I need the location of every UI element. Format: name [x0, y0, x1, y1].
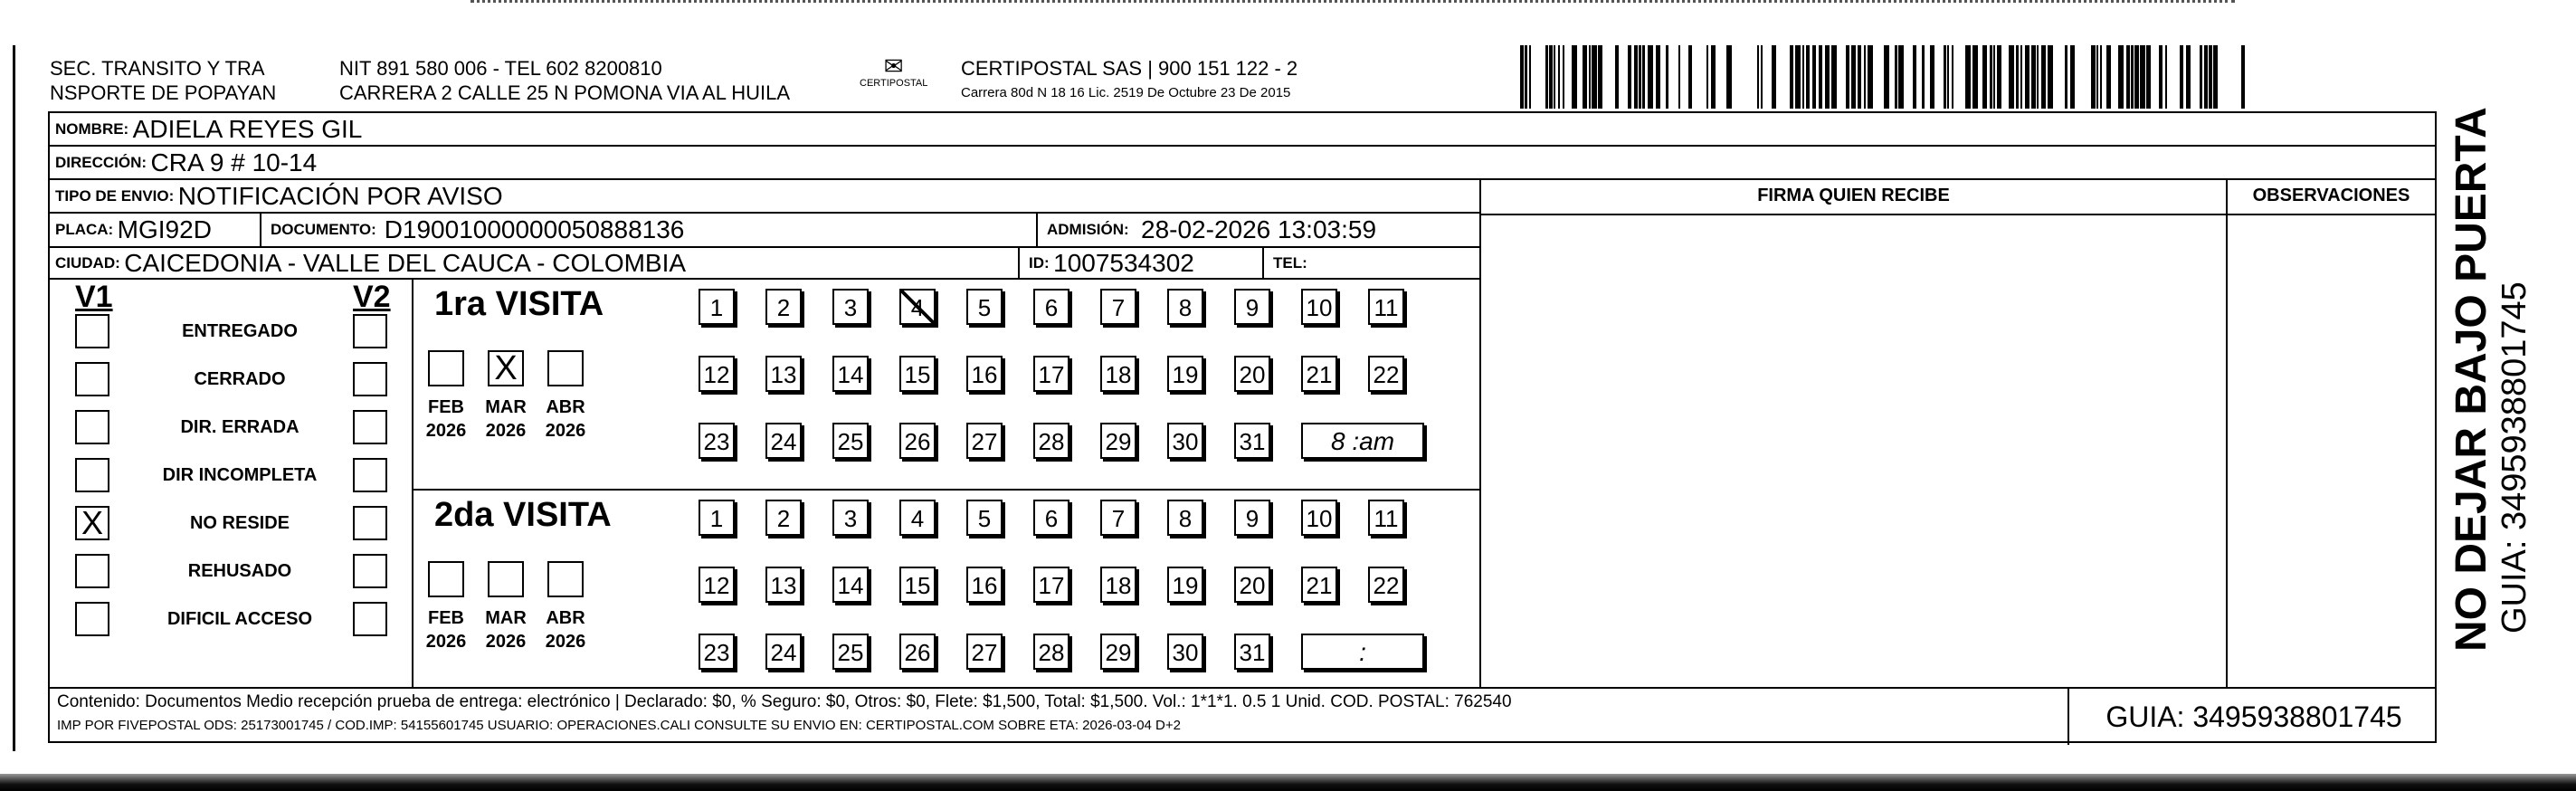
v1-checkbox[interactable]: X [75, 506, 109, 540]
calendar-day[interactable]: 1 [699, 500, 735, 536]
left-border [0, 45, 15, 751]
calendar-day[interactable]: 27 [966, 634, 1003, 670]
calendar-day[interactable]: 26 [899, 634, 936, 670]
barcode-bar [1868, 45, 1873, 109]
calendar-day[interactable]: 24 [765, 423, 802, 459]
month-checkbox-feb[interactable] [428, 350, 464, 386]
barcode-bar [2180, 45, 2183, 109]
barcode-bar [1525, 45, 1527, 109]
firma-header: FIRMA QUIEN RECIBE [1757, 186, 1950, 205]
calendar-day[interactable]: 13 [765, 356, 802, 392]
footer-guia: GUIA: 3495938801745 [2067, 689, 2438, 745]
status-reason-label: DIR. ERRADA [180, 417, 299, 437]
barcode-bar [1930, 45, 1934, 109]
barcode-bar [2204, 45, 2208, 109]
barcode-bar [1790, 45, 1793, 109]
barcode-bar [1884, 45, 1889, 109]
barcode-bar [2131, 45, 2134, 109]
calendar-day[interactable]: 10 [1301, 289, 1337, 325]
calendar-day[interactable]: 22 [1368, 356, 1404, 392]
footer-content-line: Contenido: Documentos Medio recepción prueba de entrega: electrónico | Declarado: $0, % Seguro: $0, Otros: $0, Flete: $1,500, Total: $1,500. Vol.: 1*1*1. 0.5 1 Unid. COD. POSTAL: 762540 [57, 692, 1512, 711]
v1-checkbox[interactable] [75, 554, 109, 588]
barcode-bar [1819, 45, 1822, 109]
barcode-bar [1922, 45, 1925, 109]
placa-value: MGI92D [117, 215, 212, 243]
barcode-bar [1554, 45, 1555, 109]
barcode-bar [1706, 45, 1708, 109]
barcode-bar [1572, 45, 1577, 109]
nit-line: NIT 891 580 006 - TEL 602 8200810 [339, 57, 662, 80]
ciudad-label: CIUDAD: [55, 253, 120, 272]
status-reason-label: NO RESIDE [189, 513, 290, 533]
calendar-day[interactable]: 27 [966, 423, 1003, 459]
row-tipo [50, 180, 1479, 214]
calendar-day[interactable]: 3 [832, 289, 869, 325]
calendar-day[interactable]: 16 [966, 567, 1003, 603]
id-label: ID: [1029, 253, 1050, 272]
calendar-day[interactable]: 13 [765, 567, 802, 603]
calendar-day[interactable]: 7 [1100, 289, 1136, 325]
calendar-day[interactable]: 26 [899, 423, 936, 459]
admision-value: 28-02-2026 13:03:59 [1141, 215, 1377, 243]
v1-checkbox[interactable] [75, 410, 109, 444]
direccion-label: DIRECCIÓN: [55, 153, 147, 171]
barcode-bar [1678, 45, 1680, 109]
calendar-day[interactable]: 29 [1100, 423, 1136, 459]
calendar-day[interactable]: 14 [832, 567, 869, 603]
sender-address-block [339, 56, 790, 105]
nombre-value: ADIELA REYES GIL [132, 114, 363, 143]
barcode-bar [2031, 45, 2036, 109]
barcode-bar [1825, 45, 1830, 109]
calendar-day[interactable]: 20 [1234, 356, 1270, 392]
barcode-bar [1726, 45, 1732, 109]
signature-area[interactable] [1481, 215, 2226, 687]
sender-line2: NSPORTE DE POPAYAN [50, 81, 277, 104]
barcode-bar [2106, 45, 2111, 109]
v2-checkbox[interactable] [353, 362, 387, 396]
barcode-bar [1757, 45, 1759, 109]
sender-line1: SEC. TRANSITO Y TRA [50, 57, 265, 80]
barcode-bar [1997, 45, 2001, 109]
address-line: CARRERA 2 CALLE 25 N POMONA VIA AL HUILA [339, 81, 791, 104]
month-name: FEB [428, 397, 464, 417]
barcode-bar [2070, 45, 2075, 109]
status-reason-label: CERRADO [194, 369, 286, 389]
logo-text: CERTIPOSTAL [860, 78, 928, 89]
calendar-day[interactable]: 29 [1100, 634, 1136, 670]
barcode-bar [1913, 45, 1916, 109]
barcode-bar [1795, 45, 1801, 109]
calendar-day[interactable]: 18 [1100, 356, 1136, 392]
barcode-bar [1589, 45, 1591, 109]
calendar-day[interactable]: 21 [1301, 567, 1337, 603]
courier-block [961, 56, 1298, 105]
barcode-bar [1972, 45, 1978, 109]
v1-checkbox[interactable] [75, 314, 109, 348]
barcode-bar [2048, 45, 2053, 109]
v2-checkbox[interactable] [353, 458, 387, 492]
calendar-day[interactable]: 5 [966, 289, 1003, 325]
month-label [419, 396, 473, 443]
barcode-bar [2037, 45, 2039, 109]
calendar-day[interactable]: 11 [1368, 500, 1404, 536]
id-value: 1007534302 [1053, 248, 1194, 277]
barcode-bar [1583, 45, 1587, 109]
barcode-bar [1628, 45, 1631, 109]
row-placa [50, 214, 1479, 248]
barcode-bar [2126, 45, 2130, 109]
barcode-bar [1761, 45, 1763, 109]
courier-line2: Carrera 80d N 18 16 Lic. 2519 De Octubre 23 De 2015 [961, 85, 1291, 100]
month-name: MAR [485, 608, 527, 628]
side-notice [2448, 107, 2533, 652]
calendar-day[interactable]: 28 [1033, 423, 1069, 459]
visit-second-title: 2da VISITA [434, 496, 612, 534]
barcode-bar [2020, 45, 2022, 109]
month-year: 2026 [485, 632, 527, 652]
barcode-bar [1982, 45, 1987, 109]
calendar-day[interactable]: 5 [966, 500, 1003, 536]
calendar-day[interactable]: 20 [1234, 567, 1270, 603]
row-nombre [50, 113, 2435, 147]
footer-print-line: IMP POR FIVEPOSTAL ODS: 25173001745 / COD.IMP: 54155601745 USUARIO: OPERACIONES.CALI CONSULTE SU ENVIO EN: CERTIPOSTAL.COM SOBRE ETA: 2026-03-04 D+2 [57, 718, 1181, 733]
bottom-edge [0, 774, 2576, 791]
calendar-day[interactable]: 12 [699, 356, 735, 392]
month-checkbox-abr[interactable] [547, 350, 584, 386]
month-year: 2026 [545, 421, 586, 441]
calendar-day[interactable]: 11 [1368, 289, 1404, 325]
v1-checkbox[interactable] [75, 602, 109, 636]
calendar-day[interactable]: 9 [1234, 500, 1270, 536]
delivery-form [48, 111, 2437, 743]
barcode-bar [1558, 45, 1560, 109]
marked-day-number: 4 [910, 294, 925, 321]
barcode-bar [1895, 45, 1897, 109]
calendar-day[interactable]: 2 [765, 289, 802, 325]
ciudad-value: CAICEDONIA - VALLE DEL CAUCA - COLOMBIA [124, 248, 687, 277]
barcode-bar [1846, 45, 1849, 109]
calendar-day[interactable]: 7 [1100, 500, 1136, 536]
month-label [479, 396, 533, 443]
documento-label: DOCUMENTO: [271, 221, 376, 238]
barcode-bar [2159, 45, 2163, 109]
v2-checkbox[interactable] [353, 506, 387, 540]
calendar-day[interactable]: 6 [1033, 500, 1069, 536]
month-label [538, 606, 593, 653]
calendar-day[interactable]: 16 [966, 356, 1003, 392]
barcode-bar [1806, 45, 1810, 109]
calendar-day[interactable]: 14 [832, 356, 869, 392]
barcode-bar [1831, 45, 1837, 109]
documento-value: D19001000000050888136 [384, 215, 685, 243]
calendar-day[interactable]: 19 [1167, 356, 1203, 392]
calendar-day[interactable] [899, 289, 936, 325]
barcode-bar [1851, 45, 1856, 109]
calendar-day[interactable]: 23 [699, 634, 735, 670]
barcode-bar [1858, 45, 1861, 109]
calendar-day[interactable]: 4 [899, 500, 936, 536]
barcode-bar [1615, 45, 1619, 109]
barcode-bar [2100, 45, 2102, 109]
month-year: 2026 [425, 421, 467, 441]
barcode-bar [1864, 45, 1866, 109]
barcode-bar [1634, 45, 1638, 109]
barcode-bar [1688, 45, 1692, 109]
month-year: 2026 [485, 421, 527, 441]
calendar-day[interactable]: 25 [832, 423, 869, 459]
barcode-bar [2241, 45, 2245, 109]
v2-header: V2 [353, 280, 391, 314]
side-warning: NO DEJAR BAJO PUERTA [2448, 107, 2495, 652]
barcode-bar [1639, 45, 1641, 109]
month-label [419, 606, 473, 653]
barcode-bar [1563, 45, 1564, 109]
barcode-bar [2041, 45, 2046, 109]
barcode-bar [1666, 45, 1668, 109]
month-year: 2026 [545, 632, 586, 652]
visit-time-field[interactable]: 8 :am [1301, 423, 1424, 459]
courier-line1: CERTIPOSTAL SAS | 900 151 122 - 2 [961, 57, 1298, 80]
v2-checkbox[interactable] [353, 410, 387, 444]
barcode-bar [1965, 45, 1971, 109]
barcode-bar [2118, 45, 2124, 109]
courier-logo [860, 54, 927, 89]
barcode-bar [1529, 45, 1531, 109]
v2-checkbox[interactable] [353, 554, 387, 588]
calendar-day[interactable]: 24 [765, 634, 802, 670]
month-checkbox-mar[interactable] [488, 561, 524, 597]
calendar-day[interactable]: 15 [899, 356, 936, 392]
barcode-bar [1947, 45, 1949, 109]
barcode-bar [2091, 45, 2096, 109]
barcode-bar [1549, 45, 1553, 109]
admision-label: ADMISIÓN: [1047, 221, 1129, 238]
calendar-day[interactable]: 18 [1100, 567, 1136, 603]
calendar-day[interactable]: 19 [1167, 567, 1203, 603]
v2-checkbox[interactable] [353, 602, 387, 636]
calendar-day[interactable]: 15 [899, 567, 936, 603]
calendar-day[interactable]: 6 [1033, 289, 1069, 325]
barcode [1520, 45, 2253, 109]
calendar-day[interactable]: 31 [1234, 423, 1270, 459]
month-name: MAR [485, 397, 527, 417]
direccion-value: CRA 9 # 10-14 [150, 148, 318, 176]
barcode-bar [1990, 45, 1992, 109]
barcode-bar [1952, 45, 1953, 109]
barcode-bar [2200, 45, 2202, 109]
barcode-bar [1802, 45, 1804, 109]
barcode-bar [1648, 45, 1653, 109]
month-label [538, 396, 593, 443]
barcode-bar [2009, 45, 2014, 109]
tipo-value: NOTIFICACIÓN POR AVISO [177, 181, 503, 210]
barcode-bar [2016, 45, 2019, 109]
calendar-day[interactable]: 21 [1301, 356, 1337, 392]
tel-label: TEL: [1273, 253, 1307, 272]
calendar-day[interactable]: 1 [699, 289, 735, 325]
v1-header: V1 [75, 280, 113, 314]
side-guia: GUIA: 3495938801745 [2495, 281, 2533, 634]
visit-first-title: 1ra VISITA [434, 285, 604, 323]
top-dotted-line [471, 0, 2235, 8]
status-reason-label: DIR INCOMPLETA [162, 465, 318, 485]
barcode-bar [1711, 45, 1716, 109]
calendar-day[interactable]: 17 [1033, 356, 1069, 392]
barcode-bar [1944, 45, 1946, 109]
month-label [479, 606, 533, 653]
observaciones-header: OBSERVACIONES [2252, 186, 2410, 205]
barcode-bar [1592, 45, 1597, 109]
barcode-bar [1812, 45, 1816, 109]
barcode-bar [1520, 45, 1524, 109]
barcode-bar [2065, 45, 2067, 109]
calendar-day[interactable]: 8 [1167, 289, 1203, 325]
barcode-bar [2213, 45, 2218, 109]
calendar-day[interactable]: 9 [1234, 289, 1270, 325]
status-reason-label: DIFICIL ACCESO [166, 609, 312, 629]
barcode-bar [1545, 45, 1548, 109]
month-year: 2026 [425, 632, 467, 652]
barcode-bar [1598, 45, 1602, 109]
barcode-bar [2025, 45, 2029, 109]
month-checkbox-feb[interactable] [428, 561, 464, 597]
barcode-bar [1656, 45, 1660, 109]
calendar-day[interactable]: 23 [699, 423, 735, 459]
visit-time-field[interactable]: : [1301, 634, 1424, 670]
calendar-day[interactable]: 8 [1167, 500, 1203, 536]
v2-checkbox[interactable] [353, 314, 387, 348]
month-name: FEB [428, 608, 464, 628]
month-name: ABR [546, 397, 585, 417]
barcode-bar [2209, 45, 2212, 109]
barcode-bar [2096, 45, 2098, 109]
barcode-bar [1642, 45, 1645, 109]
calendar-day[interactable]: 17 [1033, 567, 1069, 603]
barcode-bar [1898, 45, 1904, 109]
calendar-day[interactable]: 28 [1033, 634, 1069, 670]
row-ciudad [50, 248, 1479, 280]
barcode-bar [2146, 45, 2151, 109]
status-reason-label: ENTREGADO [182, 321, 298, 341]
barcode-bar [2140, 45, 2145, 109]
row-direccion [50, 147, 2435, 180]
tipo-label: TIPO DE ENVIO: [55, 186, 175, 205]
calendar-day[interactable]: 30 [1167, 634, 1203, 670]
month-checkbox-abr[interactable] [547, 561, 584, 597]
v1-checkbox[interactable] [75, 362, 109, 396]
calendar-day[interactable]: 30 [1167, 423, 1203, 459]
calendar-day[interactable]: 3 [832, 500, 869, 536]
barcode-bar [1993, 45, 1995, 109]
calendar-day[interactable]: 2 [765, 500, 802, 536]
envelope-icon: ✉ [883, 52, 904, 80]
status-reason-label: REHUSADO [187, 561, 292, 581]
calendar-day[interactable]: 22 [1368, 567, 1404, 603]
sender-block [50, 56, 276, 105]
month-name: ABR [546, 608, 585, 628]
v1-checkbox[interactable] [75, 458, 109, 492]
barcode-bar [2186, 45, 2191, 109]
placa-label: PLACA: [55, 221, 114, 238]
observations-area[interactable] [2228, 215, 2435, 687]
calendar-day[interactable]: 31 [1234, 634, 1270, 670]
calendar-day[interactable]: 12 [699, 567, 735, 603]
barcode-bar [1772, 45, 1776, 109]
calendar-day[interactable]: 10 [1301, 500, 1337, 536]
barcode-bar [2165, 45, 2167, 109]
nombre-label: NOMBRE: [55, 119, 129, 138]
calendar-day[interactable]: 25 [832, 634, 869, 670]
barcode-bar [2134, 45, 2139, 109]
month-checkbox-mar[interactable]: X [488, 350, 524, 386]
